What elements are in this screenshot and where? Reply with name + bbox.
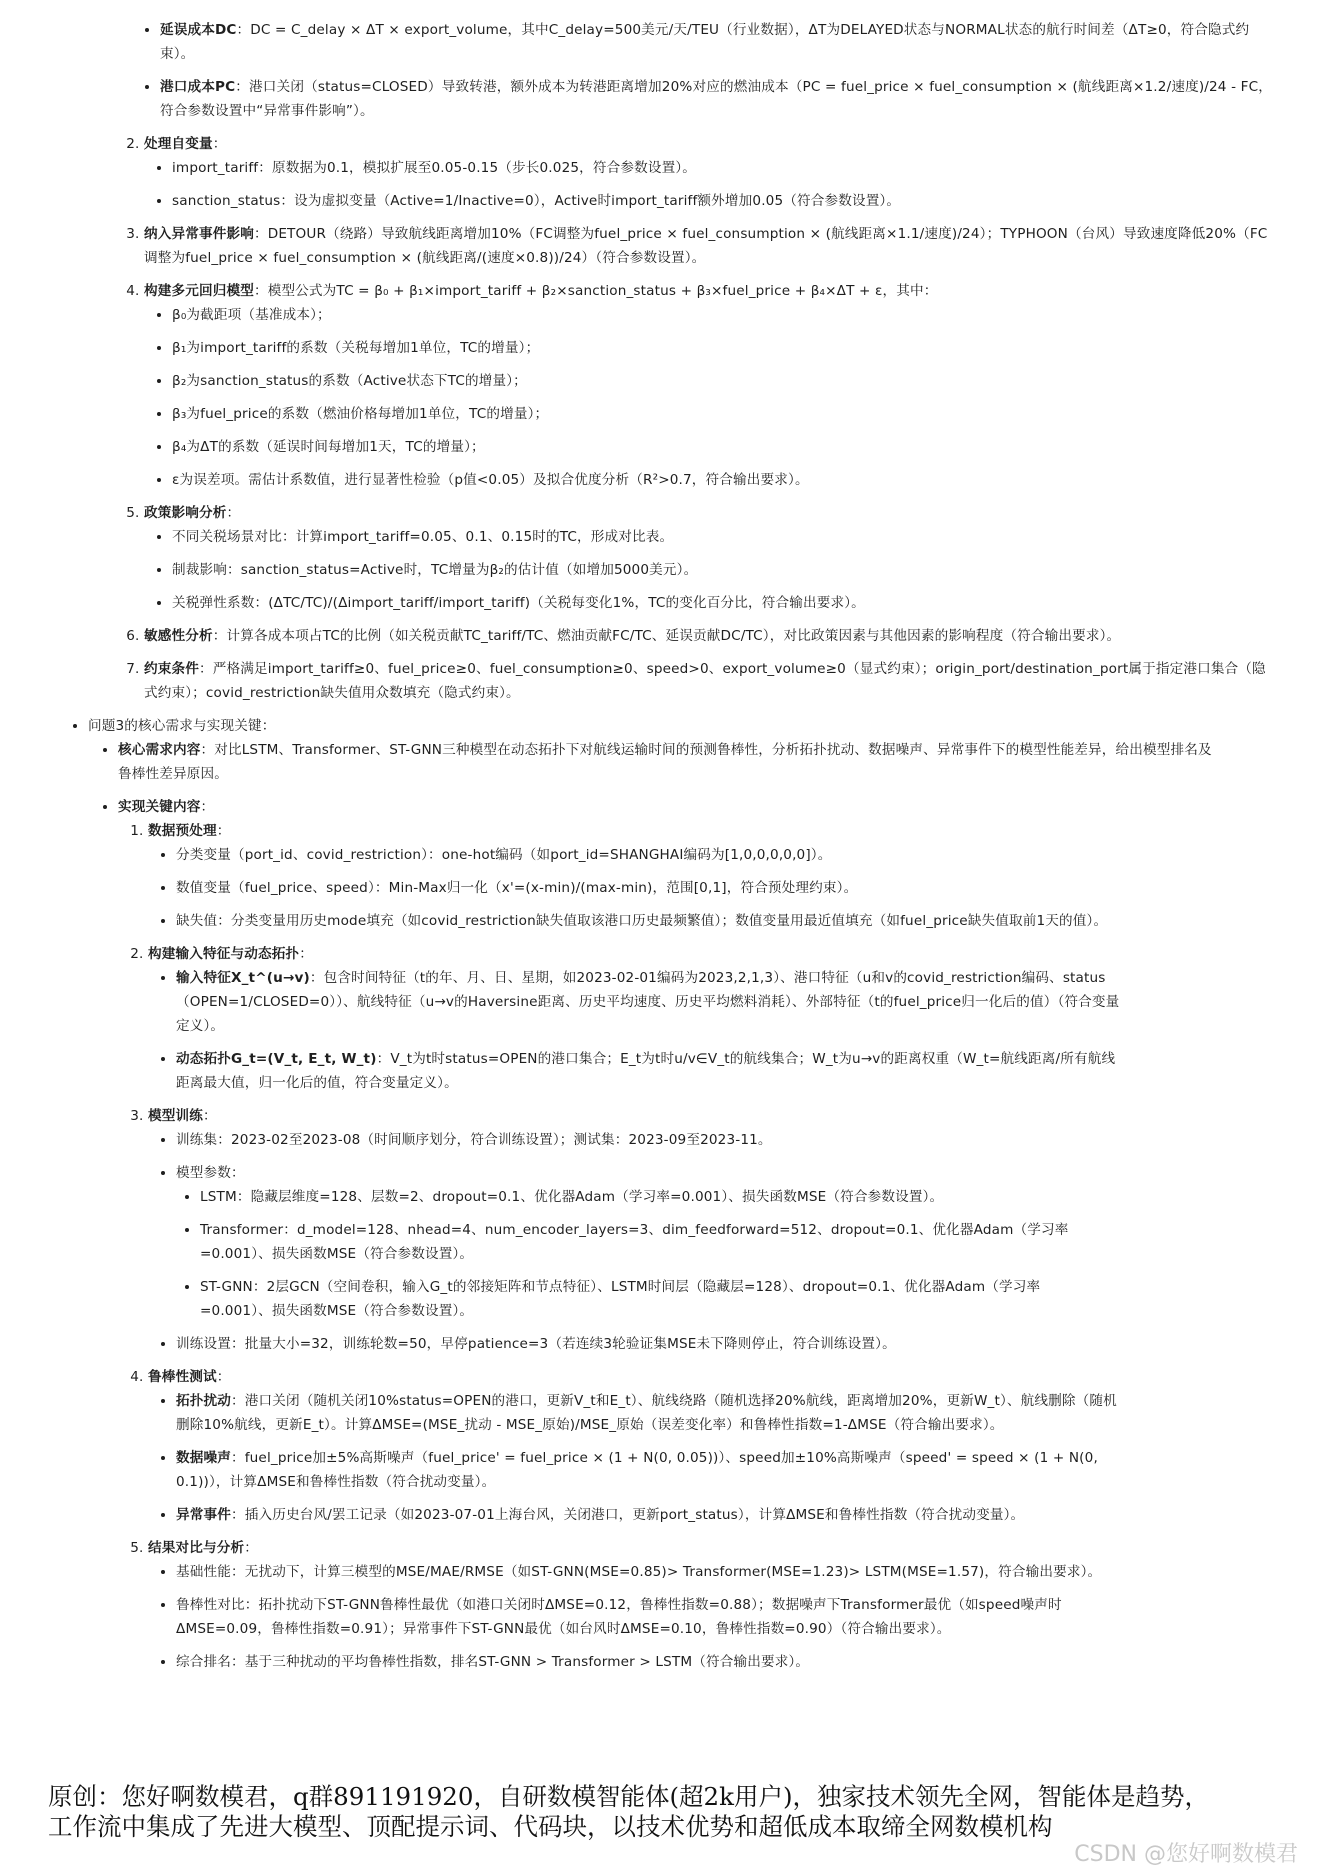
step-title: 数据预处理: [148, 823, 217, 839]
step-item: [144, 132, 1322, 213]
list-item: • β₄为ΔT的系数（延误时间每增加1天，TC的增量）；: [172, 435, 1272, 459]
list-item: • 数值变量（fuel_price、speed）：Min-Max归一化（x'=(x-min)/(max-min)，范围[0,1]，符合预处理约束）。: [176, 876, 1172, 900]
list-item: • β₃为fuel_price的系数（燃油价格每增加1单位，TC的增量）；: [172, 402, 1272, 426]
list-item: [118, 795, 1272, 1674]
list-item: • 制裁影响：sanction_status=Active时，TC增量为β₂的估计值（如增加5000美元）。: [172, 558, 1272, 582]
sub-list: [148, 1389, 1172, 1527]
list-item: • 基础性能：无扰动下，计算三模型的MSE/MAE/RMSE（如ST-GNN(MSE=0.85)> Transformer(MSE=1.23)> LSTM(MSE=1.57)，符合输出要求）。: [176, 1560, 1172, 1584]
item-text: ：港口关闭（status=CLOSED）导致转港，额外成本为转港距离增加20%对应的燃油成本（PC = fuel_price × fuel_consumption × (航线距离×1.2/速度)/24 - FC，符合参数设置中“异常事件影响”）。: [160, 79, 1273, 119]
step-title: 结果对比与分析: [148, 1540, 245, 1556]
list-item: • 综合排名：基于三种扰动的平均鲁棒性指数，排名ST-GNN > Transformer > LSTM（符合输出要求）。: [176, 1650, 1172, 1674]
item-text: ：港口关闭（随机关闭10%status=OPEN的港口，更新V_t和E_t）、航线绕路（随机选择20%航线，距离增加20%，更新W_t）、航线删除（随机删除10%航线，更新E_t）。计算ΔMSE=(MSE_扰动 - MSE_原始)/MSE_原始（误差变化率）和鲁棒性指数=1-ΔMSE（符合输出要求）。: [176, 1393, 1117, 1433]
step-item: [148, 1365, 1222, 1527]
q3-heading: 问题3的核心需求与实现关键：: [88, 718, 276, 734]
item-text: ：V_t为t时status=OPEN的港口集合；E_t为t时u/v∈V_t的航线集合；W_t为u→v的距离权重（W_t=航线距离/所有航线距离最大值，归一化后的值，符合变量定义）。: [176, 1051, 1116, 1091]
list-item: [176, 1047, 1172, 1095]
list-item: • 关税弹性系数：(ΔTC/TC)/(Δimport_tariff/import_tariff)（关税每变化1%，TC的变化百分比，符合输出要求）。: [172, 591, 1272, 615]
step-text: ：: [299, 946, 313, 962]
step-text: ：DETOUR（绕路）导致航线距离增加10%（FC调整为fuel_price × fuel_consumption × (航线距离×1.1/速度)/24）；TYPHOON（台风）导致速度降低20%（FC调整为fuel_price × fuel_consumption × (航线距离/(速度×0.8))/24）（符合参数设置）。: [144, 226, 1268, 266]
footer-line-2: 工作流中集成了先进大模型、顶配提示词、代码块，以技术优势和超低成本取缔全网数模机构: [48, 1812, 1053, 1841]
list-item: • 训练集：2023-02至2023-08（时间顺序划分，符合训练设置）；测试集：2023-09至2023-11。: [176, 1128, 1172, 1152]
list-item: • β₂为sanction_status的系数（Active状态下TC的增量）；: [172, 369, 1272, 393]
item-label: 延误成本DC: [160, 22, 237, 38]
sub-list: [148, 1560, 1172, 1674]
param-item: • ST-GNN：2层GCN（空间卷积，输入G_t的邻接矩阵和节点特征）、LSTM时间层（隐藏层=128）、dropout=0.1、优化器Adam（学习率=0.001）、损失函数MSE（符合参数设置）。: [200, 1275, 1122, 1323]
core-text: ：对比LSTM、Transformer、ST-GNN三种模型在动态拓扑下对航线运输时间的预测鲁棒性，分析拓扑扰动、数据噪声、异常事件下的模型性能差异，给出模型排名及鲁棒性差异原因。: [118, 742, 1212, 782]
list-item: [160, 75, 1322, 123]
sub-list: [148, 966, 1172, 1095]
item-text: ：DC = C_delay × ΔT × export_volume，其中C_delay=500美元/天/TEU（行业数据），ΔT为DELAYED状态与NORMAL状态的航行时间差（ΔT≥0，符合隐式约束）。: [160, 22, 1250, 62]
item-text: ：fuel_price加±5%高斯噪声（fuel_price' = fuel_price × (1 + N(0, 0.05))）、speed加±10%高斯噪声（speed' = speed × (1 + N(0, 0.1))），计算ΔMSE和鲁棒性指数（符合扰动变量）。: [176, 1450, 1098, 1490]
step-text: ：: [216, 823, 231, 839]
q3-steps-list: [118, 819, 1222, 1674]
list-item: [160, 18, 1322, 66]
step-title: 纳入异常事件影响: [144, 226, 254, 242]
params-label: 模型参数：: [176, 1165, 245, 1181]
item-text: ：插入历史台风/罢工记录（如2023-07-01上海台风，关闭港口，更新port_status），计算ΔMSE和鲁棒性指数（符合扰动变量）。: [230, 1507, 1025, 1523]
step-title: 约束条件: [144, 661, 199, 677]
footer-notice: [48, 1782, 1288, 1842]
document-body: [0, 18, 1322, 1683]
list-item: • ε为误差项。需估计系数值，进行显著性检验（p值<0.05）及拟合优度分析（R²>0.7，符合输出要求）。: [172, 468, 1272, 492]
step-item: [144, 624, 1322, 648]
step-item: [144, 279, 1322, 492]
step-item: [144, 222, 1322, 270]
list-item: [176, 1389, 1172, 1437]
q3-list: [88, 738, 1272, 1674]
item-label: 异常事件: [176, 1507, 231, 1523]
core-label: 核心需求内容: [118, 742, 201, 758]
list-item: • β₀为截距项（基准成本）；: [172, 303, 1272, 327]
item-label: 输入特征X_t^(u→v): [176, 970, 310, 986]
step-text: ：: [212, 136, 227, 152]
impl-label: 实现关键内容: [118, 799, 201, 815]
list-item: • 训练设置：批量大小=32，训练轮数=50，早停patience=3（若连续3轮验证集MSE未下降则停止，符合训练设置）。: [176, 1332, 1172, 1356]
list-item: • sanction_status：设为虚拟变量（Active=1/Inactive=0），Active时import_tariff额外增加0.05（符合参数设置）。: [172, 189, 1272, 213]
list-item: • 缺失值：分类变量用历史mode填充（如covid_restriction缺失值取该港口历史最频繁值）；数值变量用最近值填充（如fuel_price缺失值取前1天的值）。: [176, 909, 1172, 933]
step-item: [148, 1536, 1222, 1674]
q3-section: [0, 714, 1322, 1674]
item-label: 拓扑扰动: [176, 1393, 231, 1409]
step-title: 鲁棒性测试: [148, 1369, 217, 1385]
sub-list: [148, 843, 1172, 933]
step-item: [144, 657, 1322, 705]
step-title: 处理自变量: [144, 136, 213, 152]
item-text: ：包含时间特征（t的年、月、日、星期，如2023-02-01编码为2023,2,1,3）、港口特征（u和v的covid_restriction编码、status（OPEN=1/CLOSED=0））、航线特征（u→v的Haversine距离、历史平均速度、历史平均燃料消耗）、外部特征（t的fuel_price归一化后的值）（符合变量定义）。: [176, 970, 1120, 1034]
params-list: [176, 1185, 1122, 1323]
list-item: • 分类变量（port_id、covid_restriction）：one-hot编码（如port_id=SHANGHAI编码为[1,0,0,0,0,0]）。: [176, 843, 1172, 867]
q2-steps-list: [0, 132, 1322, 705]
step-text: ：模型公式为TC = β₀ + β₁×import_tariff + β₂×sanction_status + β₃×fuel_price + β₄×ΔT + ε，其中：: [253, 283, 938, 299]
step-title: 敏感性分析: [144, 628, 213, 644]
cost-items-list: [0, 18, 1322, 123]
step-text: ：严格满足import_tariff≥0、fuel_price≥0、fuel_consumption≥0、speed>0、export_volume≥0（显式约束）；origin_port/destination_port属于指定港口集合（隐式约束）；covid_restriction缺失值用众数填充（隐式约束）。: [144, 661, 1266, 701]
step-item: [148, 942, 1222, 1095]
list-item: • 不同关税场景对比：计算import_tariff=0.05、0.1、0.15时的TC，形成对比表。: [172, 525, 1272, 549]
list-item: [176, 1503, 1172, 1527]
sub-list: [144, 525, 1272, 615]
param-item: • Transformer：d_model=128、nhead=4、num_encoder_layers=3、dim_feedforward=512、dropout=0.1、优化器Adam（学习率=0.001）、损失函数MSE（符合参数设置）。: [200, 1218, 1122, 1266]
list-item: • import_tariff：原数据为0.1，模拟扩展至0.05-0.15（步长0.025，符合参数设置）。: [172, 156, 1272, 180]
footer-line-1: 原创：您好啊数模君，q群891191920，自研数模智能体(超2k用户)，独家技术领先全网，智能体是趋势，: [48, 1782, 1210, 1811]
sub-list: [144, 156, 1272, 213]
step-title: 构建输入特征与动态拓扑: [148, 946, 300, 962]
list-item: [176, 1446, 1172, 1494]
step-text: ：计算各成本项占TC的比例（如关税贡献TC_tariff/TC、燃油贡献FC/TC、延误贡献DC/TC），对比政策因素与其他因素的影响程度（符合输出要求）。: [212, 628, 1121, 644]
item-label: 数据噪声: [176, 1450, 231, 1466]
step-text: ：: [226, 505, 241, 521]
sub-list: [144, 303, 1272, 492]
step-title: 模型训练: [148, 1108, 203, 1124]
step-item: [148, 1104, 1222, 1356]
step-title: 构建多元回归模型: [144, 283, 254, 299]
step-title: 政策影响分析: [144, 505, 227, 521]
param-item: • LSTM：隐藏层维度=128、层数=2、dropout=0.1、优化器Adam（学习率=0.001）、损失函数MSE（符合参数设置）。: [200, 1185, 1122, 1209]
section-heading: [88, 714, 1322, 1674]
step-item: [148, 819, 1222, 933]
item-label: 动态拓扑G_t=(V_t, E_t, W_t): [176, 1051, 377, 1067]
step-text: ：: [244, 1540, 258, 1556]
impl-suffix: ：: [200, 799, 215, 815]
list-item: • β₁为import_tariff的系数（关税每增加1单位，TC的增量）；: [172, 336, 1272, 360]
step-text: ：: [216, 1369, 231, 1385]
watermark: CSDN @您好啊数模君: [1074, 1842, 1298, 1867]
list-item: [176, 966, 1172, 1038]
sub-list: [148, 1128, 1172, 1356]
item-label: 港口成本PC: [160, 79, 236, 95]
step-text: ：: [202, 1108, 217, 1124]
list-item: • 鲁棒性对比：拓扑扰动下ST-GNN鲁棒性最优（如港口关闭时ΔMSE=0.12，鲁棒性指数=0.88）；数据噪声下Transformer最优（如speed噪声时ΔMSE=0.09，鲁棒性指数=0.91）；异常事件下ST-GNN最优（如台风时ΔMSE=0.10，鲁棒性指数=0.90）（符合输出要求）。: [176, 1593, 1172, 1641]
list-item: [118, 738, 1272, 786]
list-item: [176, 1161, 1172, 1323]
step-item: [144, 501, 1322, 615]
